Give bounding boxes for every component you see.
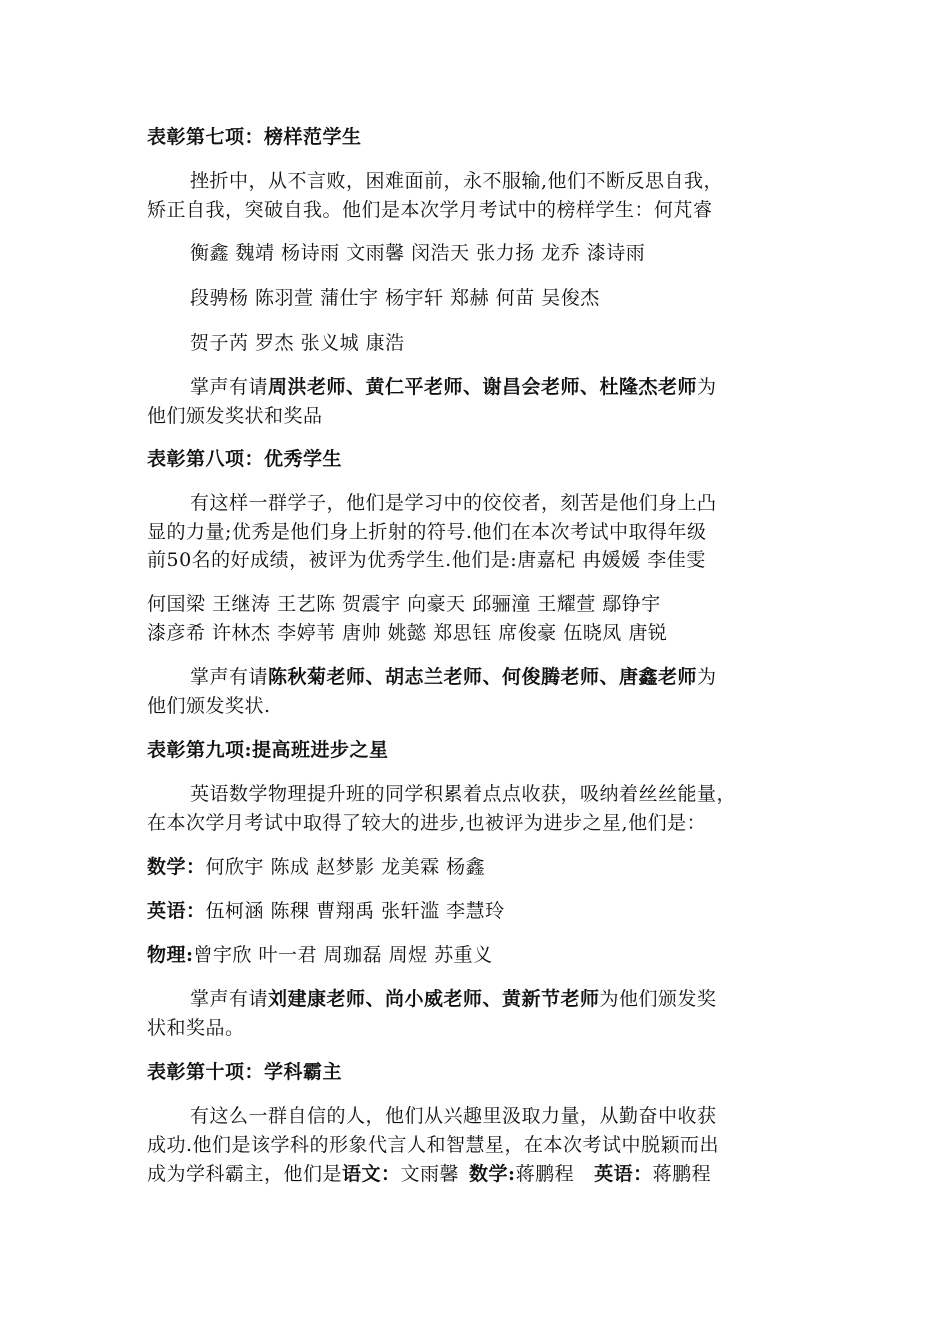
section-10-champions-line — [147, 1161, 827, 1187]
champion-name-chinese: 文雨馨 — [400, 1163, 460, 1185]
section-10-intro-line-2: 成功.他们是该学科的形象代言人和智慧星，在本次考试中脱颖而出 — [147, 1134, 720, 1156]
applause-suffix: 为 — [697, 376, 717, 398]
section-7-names-line-2: 段骋杨 陈羽萱 蒲仕宇 杨宇轩 郑赫 何苗 吴俊杰 — [190, 287, 600, 309]
section-7-applause-line-2: 他们颁发奖状和奖品 — [147, 405, 323, 427]
section-8-names-line-1: 何国梁 王继涛 王艺陈 贺震宇 向豪天 邱骊潼 王耀萱 鄢铮宇 — [147, 593, 661, 615]
section-8-intro-line-3: 前50名的好成绩，被评为优秀学生.他们是:唐嘉杞 冉媛媛 李佳雯 — [147, 549, 706, 571]
champion-name-math: 蒋鹏程 — [515, 1163, 575, 1185]
section-9-applause-line-2: 状和奖品。 — [147, 1017, 245, 1039]
subject-label: 英语： — [147, 900, 206, 922]
section-8-names-line-2: 漆彦希 许林杰 李婷苇 唐帅 姚懿 郑思钰 席俊豪 伍晓凤 唐锐 — [147, 622, 668, 644]
applause-suffix: 为他们颁发奖 — [599, 988, 717, 1010]
champion-label-chinese: 语文： — [342, 1163, 401, 1185]
subject-label: 数学： — [147, 856, 206, 878]
section-7-names-line-3: 贺子芮 罗杰 张义城 康浩 — [190, 332, 405, 354]
section-7-names-line-1: 衡鑫 魏靖 杨诗雨 文雨馨 闵浩天 张力扬 龙乔 漆诗雨 — [190, 242, 646, 264]
applause-prefix: 掌声有请 — [190, 988, 269, 1010]
section-9-subject-physics — [147, 942, 827, 968]
champion-label-english: 英语： — [594, 1163, 653, 1185]
subject-names: 何欣宇 陈成 赵梦影 龙美霖 杨鑫 — [205, 856, 486, 878]
section-10-intro-line-1: 有这么一群自信的人，他们从兴趣里汲取力量，从勤奋中收获 — [190, 1105, 717, 1127]
section-9-intro-line-2: 在本次学月考试中取得了较大的进步,也被评为进步之星,他们是： — [147, 812, 707, 834]
champions-prefix: 成为学科霸主，他们是 — [147, 1163, 343, 1185]
section-heading-8: 表彰第八项：优秀学生 — [147, 448, 343, 470]
section-7-applause — [190, 374, 870, 400]
section-heading-9: 表彰第九项:提高班进步之星 — [147, 739, 389, 761]
section-9-subject-english — [147, 898, 827, 924]
applause-prefix: 掌声有请 — [190, 666, 269, 688]
applause-teachers: 陈秋菊老师、胡志兰老师、何俊腾老师、唐鑫老师 — [268, 666, 698, 688]
section-8-applause — [190, 664, 870, 690]
applause-suffix: 为 — [697, 666, 717, 688]
subject-names: 伍柯涵 陈稞 曹翔禹 张轩滥 李慧玲 — [205, 900, 505, 922]
section-8-intro-line-1: 有这样一群学子，他们是学习中的佼佼者，刻苦是他们身上凸 — [190, 492, 717, 514]
section-9-applause — [190, 986, 870, 1012]
subject-label: 物理: — [147, 944, 194, 966]
section-7-intro-line-2: 矫正自我，突破自我。他们是本次学月考试中的榜样学生：何芃睿 — [147, 199, 713, 221]
section-7-intro-line-1: 挫折中，从不言败，困难面前，永不服输,他们不断反思自我， — [190, 170, 724, 192]
section-8-intro-line-2: 显的力量;优秀是他们身上折射的符号.他们在本次考试中取得年级 — [147, 521, 707, 543]
champion-label-math: 数学: — [469, 1163, 516, 1185]
section-heading-10: 表彰第十项：学科霸主 — [147, 1061, 343, 1083]
section-8-applause-line-2: 他们颁发奖状. — [147, 695, 271, 717]
applause-prefix: 掌声有请 — [190, 376, 269, 398]
applause-teachers: 刘建康老师、尚小威老师、黄新节老师 — [268, 988, 600, 1010]
section-heading-7: 表彰第七项：榜样范学生 — [147, 126, 362, 148]
section-9-intro-line-1: 英语数学物理提升班的同学积累着点点收获，吸纳着丝丝能量， — [190, 783, 737, 805]
subject-names: 曾宇欣 叶一君 周珈磊 周煜 苏重义 — [193, 944, 493, 966]
section-9-subject-math — [147, 854, 827, 880]
applause-teachers: 周洪老师、黄仁平老师、谢昌会老师、杜隆杰老师 — [268, 376, 698, 398]
champion-name-english: 蒋鹏程 — [652, 1163, 712, 1185]
